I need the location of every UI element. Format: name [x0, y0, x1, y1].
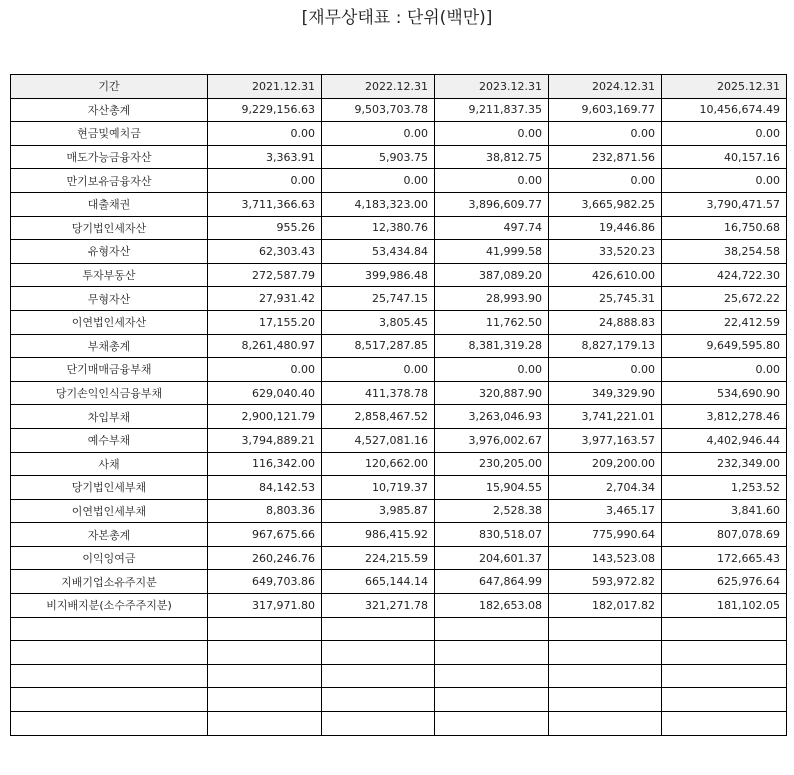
row-label: 단기매매금융부채 — [11, 358, 208, 382]
row-label: 이연법인세부채 — [11, 499, 208, 523]
table-row — [11, 263, 787, 287]
value-cell: 426,610.00 — [549, 263, 662, 287]
row-label: 자본총계 — [11, 523, 208, 547]
row-label: 비지배지분(소수주주지분) — [11, 594, 208, 618]
table-row — [11, 334, 787, 358]
value-cell: 230,205.00 — [435, 452, 549, 476]
table-row — [11, 712, 787, 736]
value-cell: 593,972.82 — [549, 570, 662, 594]
row-label: 대출채권 — [11, 192, 208, 216]
value-cell: 0.00 — [435, 169, 549, 193]
value-cell: 11,762.50 — [435, 310, 549, 334]
value-cell: 3,665,982.25 — [549, 192, 662, 216]
table-header — [11, 75, 787, 99]
page-title: [재무상태표 : 단위(백만)] — [301, 8, 493, 28]
value-cell: 775,990.64 — [549, 523, 662, 547]
value-cell: 3,263,046.93 — [435, 405, 549, 429]
value-cell: 3,363.91 — [208, 145, 322, 169]
period-header: 기간 — [11, 75, 208, 99]
value-cell: 0.00 — [435, 122, 549, 146]
value-cell: 9,229,156.63 — [208, 98, 322, 122]
year-header: 2021.12.31 — [208, 75, 322, 99]
value-cell: 647,864.99 — [435, 570, 549, 594]
value-cell — [435, 712, 549, 736]
value-cell: 33,520.23 — [549, 240, 662, 264]
value-cell: 4,527,081.16 — [322, 428, 435, 452]
value-cell: 3,790,471.57 — [662, 192, 787, 216]
table-row — [11, 98, 787, 122]
table-row — [11, 523, 787, 547]
value-cell: 0.00 — [662, 169, 787, 193]
value-cell — [662, 712, 787, 736]
value-cell: 224,215.59 — [322, 546, 435, 570]
value-cell — [549, 712, 662, 736]
value-cell: 3,896,609.77 — [435, 192, 549, 216]
value-cell: 10,719.37 — [322, 476, 435, 500]
value-cell — [662, 641, 787, 665]
year-header: 2025.12.31 — [662, 75, 787, 99]
row-label: 차입부채 — [11, 405, 208, 429]
value-cell: 399,986.48 — [322, 263, 435, 287]
value-cell: 4,183,323.00 — [322, 192, 435, 216]
table-row — [11, 358, 787, 382]
table-row — [11, 287, 787, 311]
value-cell: 807,078.69 — [662, 523, 787, 547]
value-cell: 665,144.14 — [322, 570, 435, 594]
table-row — [11, 476, 787, 500]
value-cell: 1,253.52 — [662, 476, 787, 500]
year-header: 2023.12.31 — [435, 75, 549, 99]
row-label: 사채 — [11, 452, 208, 476]
value-cell: 0.00 — [549, 169, 662, 193]
table-row — [11, 664, 787, 688]
row-label: 자산총계 — [11, 98, 208, 122]
value-cell: 172,665.43 — [662, 546, 787, 570]
value-cell: 272,587.79 — [208, 263, 322, 287]
value-cell — [208, 664, 322, 688]
value-cell — [208, 617, 322, 641]
value-cell: 182,653.08 — [435, 594, 549, 618]
value-cell: 830,518.07 — [435, 523, 549, 547]
value-cell — [549, 617, 662, 641]
value-cell: 986,415.92 — [322, 523, 435, 547]
value-cell: 3,976,002.67 — [435, 428, 549, 452]
value-cell: 19,446.86 — [549, 216, 662, 240]
row-label — [11, 688, 208, 712]
value-cell — [435, 641, 549, 665]
value-cell — [662, 664, 787, 688]
value-cell: 3,794,889.21 — [208, 428, 322, 452]
row-label: 매도가능금융자산 — [11, 145, 208, 169]
value-cell: 0.00 — [208, 358, 322, 382]
value-cell: 3,741,221.01 — [549, 405, 662, 429]
year-header: 2024.12.31 — [549, 75, 662, 99]
value-cell: 0.00 — [208, 169, 322, 193]
value-cell: 10,456,674.49 — [662, 98, 787, 122]
value-cell — [435, 617, 549, 641]
value-cell — [322, 664, 435, 688]
value-cell: 38,254.58 — [662, 240, 787, 264]
value-cell: 349,329.90 — [549, 381, 662, 405]
row-label — [11, 664, 208, 688]
value-cell: 0.00 — [208, 122, 322, 146]
year-header: 2022.12.31 — [322, 75, 435, 99]
value-cell: 3,805.45 — [322, 310, 435, 334]
row-label: 현금및예치금 — [11, 122, 208, 146]
row-label: 유형자산 — [11, 240, 208, 264]
value-cell: 12,380.76 — [322, 216, 435, 240]
value-cell: 24,888.83 — [549, 310, 662, 334]
value-cell: 0.00 — [435, 358, 549, 382]
value-cell: 204,601.37 — [435, 546, 549, 570]
table-body — [11, 98, 787, 735]
table-row — [11, 570, 787, 594]
value-cell: 967,675.66 — [208, 523, 322, 547]
value-cell — [208, 688, 322, 712]
value-cell — [549, 688, 662, 712]
value-cell — [435, 688, 549, 712]
table-row — [11, 546, 787, 570]
value-cell: 0.00 — [549, 122, 662, 146]
value-cell: 143,523.08 — [549, 546, 662, 570]
value-cell — [208, 712, 322, 736]
value-cell: 232,349.00 — [662, 452, 787, 476]
value-cell: 321,271.78 — [322, 594, 435, 618]
row-label — [11, 712, 208, 736]
value-cell: 497.74 — [435, 216, 549, 240]
value-cell — [322, 688, 435, 712]
value-cell: 8,827,179.13 — [549, 334, 662, 358]
value-cell: 955.26 — [208, 216, 322, 240]
value-cell: 17,155.20 — [208, 310, 322, 334]
table-row — [11, 594, 787, 618]
value-cell — [435, 664, 549, 688]
value-cell — [322, 712, 435, 736]
value-cell: 0.00 — [322, 122, 435, 146]
row-label: 투자부동산 — [11, 263, 208, 287]
value-cell: 260,246.76 — [208, 546, 322, 570]
table-row — [11, 617, 787, 641]
header-row — [11, 75, 787, 99]
value-cell: 84,142.53 — [208, 476, 322, 500]
value-cell: 116,342.00 — [208, 452, 322, 476]
value-cell — [549, 664, 662, 688]
value-cell: 3,812,278.46 — [662, 405, 787, 429]
value-cell — [549, 641, 662, 665]
value-cell: 424,722.30 — [662, 263, 787, 287]
value-cell: 0.00 — [662, 358, 787, 382]
value-cell: 41,999.58 — [435, 240, 549, 264]
row-label: 만기보유금융자산 — [11, 169, 208, 193]
table-row — [11, 145, 787, 169]
value-cell: 209,200.00 — [549, 452, 662, 476]
table-row — [11, 688, 787, 712]
value-cell — [662, 617, 787, 641]
value-cell — [662, 688, 787, 712]
value-cell: 16,750.68 — [662, 216, 787, 240]
value-cell: 53,434.84 — [322, 240, 435, 264]
value-cell: 3,985.87 — [322, 499, 435, 523]
value-cell: 28,993.90 — [435, 287, 549, 311]
value-cell: 22,412.59 — [662, 310, 787, 334]
value-cell: 40,157.16 — [662, 145, 787, 169]
value-cell: 62,303.43 — [208, 240, 322, 264]
value-cell: 2,528.38 — [435, 499, 549, 523]
value-cell: 2,858,467.52 — [322, 405, 435, 429]
row-label: 당기법인세부채 — [11, 476, 208, 500]
table-row — [11, 452, 787, 476]
value-cell: 0.00 — [662, 122, 787, 146]
value-cell: 8,517,287.85 — [322, 334, 435, 358]
value-cell: 0.00 — [549, 358, 662, 382]
table-row — [11, 405, 787, 429]
value-cell: 387,089.20 — [435, 263, 549, 287]
value-cell: 3,841.60 — [662, 499, 787, 523]
value-cell — [322, 641, 435, 665]
value-cell: 8,803.36 — [208, 499, 322, 523]
value-cell — [322, 617, 435, 641]
row-label: 부채총계 — [11, 334, 208, 358]
value-cell: 9,649,595.80 — [662, 334, 787, 358]
value-cell: 8,261,480.97 — [208, 334, 322, 358]
value-cell — [208, 641, 322, 665]
value-cell: 25,747.15 — [322, 287, 435, 311]
value-cell: 182,017.82 — [549, 594, 662, 618]
value-cell: 27,931.42 — [208, 287, 322, 311]
table-row — [11, 428, 787, 452]
value-cell: 232,871.56 — [549, 145, 662, 169]
row-label: 이연법인세자산 — [11, 310, 208, 334]
value-cell: 320,887.90 — [435, 381, 549, 405]
row-label: 예수부채 — [11, 428, 208, 452]
value-cell: 0.00 — [322, 169, 435, 193]
value-cell: 38,812.75 — [435, 145, 549, 169]
value-cell: 317,971.80 — [208, 594, 322, 618]
row-label: 당기법인세자산 — [11, 216, 208, 240]
value-cell: 4,402,946.44 — [662, 428, 787, 452]
value-cell: 625,976.64 — [662, 570, 787, 594]
table-row — [11, 169, 787, 193]
row-label: 무형자산 — [11, 287, 208, 311]
row-label: 이익잉여금 — [11, 546, 208, 570]
value-cell: 3,465.17 — [549, 499, 662, 523]
table-row — [11, 499, 787, 523]
balance-sheet-table — [10, 74, 787, 736]
value-cell: 411,378.78 — [322, 381, 435, 405]
row-label: 당기손익인식금융부채 — [11, 381, 208, 405]
table-row — [11, 310, 787, 334]
value-cell: 629,040.40 — [208, 381, 322, 405]
value-cell: 15,904.55 — [435, 476, 549, 500]
value-cell: 120,662.00 — [322, 452, 435, 476]
value-cell: 2,900,121.79 — [208, 405, 322, 429]
table-row — [11, 240, 787, 264]
row-label — [11, 617, 208, 641]
value-cell: 181,102.05 — [662, 594, 787, 618]
table-row — [11, 381, 787, 405]
table-row — [11, 641, 787, 665]
value-cell: 8,381,319.28 — [435, 334, 549, 358]
value-cell: 0.00 — [322, 358, 435, 382]
value-cell: 25,745.31 — [549, 287, 662, 311]
value-cell: 5,903.75 — [322, 145, 435, 169]
value-cell: 3,977,163.57 — [549, 428, 662, 452]
table-row — [11, 192, 787, 216]
table-row — [11, 216, 787, 240]
value-cell: 2,704.34 — [549, 476, 662, 500]
value-cell: 534,690.90 — [662, 381, 787, 405]
value-cell: 9,503,703.78 — [322, 98, 435, 122]
value-cell: 649,703.86 — [208, 570, 322, 594]
value-cell: 9,211,837.35 — [435, 98, 549, 122]
row-label — [11, 641, 208, 665]
table-row — [11, 122, 787, 146]
row-label: 지배기업소유주지분 — [11, 570, 208, 594]
value-cell: 9,603,169.77 — [549, 98, 662, 122]
value-cell: 3,711,366.63 — [208, 192, 322, 216]
value-cell: 25,672.22 — [662, 287, 787, 311]
